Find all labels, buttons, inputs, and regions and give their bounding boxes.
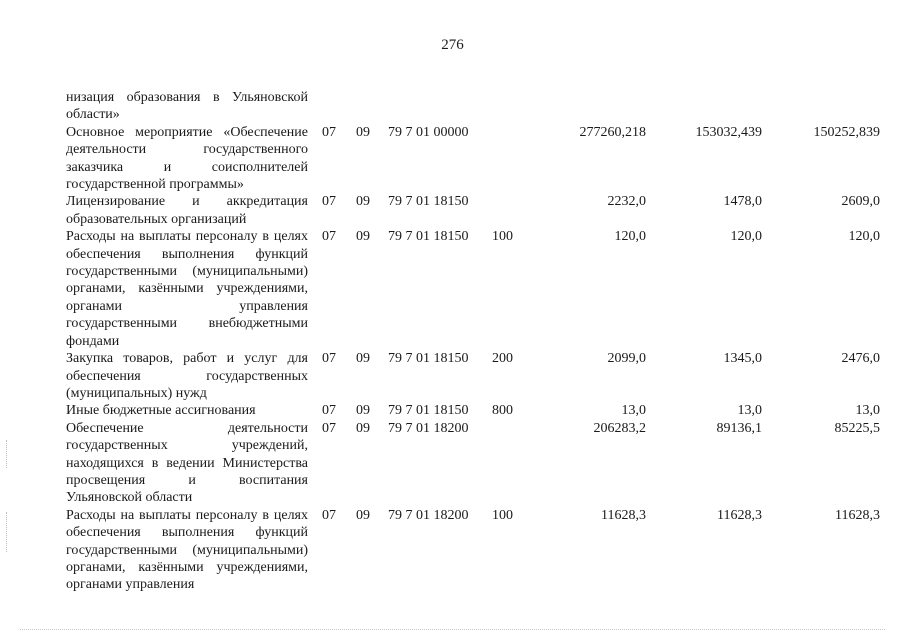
row-value-1: 11628,3 [601, 507, 646, 523]
table-row [66, 193, 880, 228]
row-section: 07 [322, 194, 336, 210]
row-value-1: 120,0 [614, 229, 646, 245]
row-value-2: 13,0 [737, 403, 762, 419]
row-article: 79 7 01 18200 [388, 507, 469, 523]
row-article: 79 7 01 18150 [388, 351, 469, 367]
row-value-3: 2609,0 [841, 194, 880, 210]
row-expense-type [492, 89, 532, 124]
row-article: 79 7 01 00000 [388, 124, 469, 140]
scan-margin-mark [6, 512, 8, 552]
row-subsection: 09 [356, 124, 370, 140]
row-name: Закупка товаров, работ и услуг для обеспечения государственных (муниципальных) нужд [66, 351, 308, 401]
table-row [66, 402, 880, 419]
row-value-1: 277260,218 [579, 124, 646, 140]
row-section: 07 [322, 507, 336, 523]
row-expense-type: 100 [492, 229, 513, 245]
row-value-1 [532, 89, 650, 124]
row-value-2: 120,0 [730, 229, 762, 245]
row-subsection: 09 [356, 351, 370, 367]
row-value-1: 2232,0 [607, 194, 646, 210]
row-article: 79 7 01 18150 [388, 403, 469, 419]
row-name: Лицензирование и аккредитация образовательных организаций [66, 194, 308, 227]
row-value-2: 89136,1 [716, 420, 762, 436]
row-value-2: 153032,439 [695, 124, 762, 140]
row-value-1: 13,0 [621, 403, 646, 419]
row-subsection: 09 [356, 507, 370, 523]
row-value-3 [768, 89, 880, 124]
row-section [308, 89, 356, 124]
row-article [388, 89, 492, 124]
row-value-3: 120,0 [848, 229, 880, 245]
row-name: Иные бюджетные ассигнования [66, 403, 256, 419]
row-value-3: 85225,5 [834, 420, 880, 436]
table-row [66, 420, 880, 507]
table-row [66, 350, 880, 402]
row-section: 07 [322, 351, 336, 367]
row-expense-type: 200 [492, 351, 513, 367]
table-row [66, 124, 880, 194]
row-expense-type: 800 [492, 403, 513, 419]
row-subsection: 09 [356, 403, 370, 419]
row-value-2: 1345,0 [723, 351, 762, 367]
row-expense-type [492, 420, 532, 507]
row-name: Основное мероприятие «Обеспечение деятельности государственного заказчика и соисполнителей государственной программы» [66, 124, 308, 193]
row-subsection: 09 [356, 420, 370, 436]
table-row [66, 89, 880, 124]
row-value-2: 1478,0 [723, 194, 762, 210]
row-section: 07 [322, 403, 336, 419]
row-name: Обеспечение деятельности государственных учреждений, находящихся в ведении Министерства просвещения и воспитания Ульяновской области [66, 420, 308, 506]
row-subsection: 09 [356, 194, 370, 210]
scan-margin-mark [6, 440, 8, 468]
row-value-3: 150252,839 [813, 124, 880, 140]
row-section: 07 [322, 124, 336, 140]
page-number: 276 [441, 37, 464, 53]
row-expense-type: 100 [492, 507, 513, 523]
table-row [66, 228, 880, 350]
table-row [66, 507, 880, 594]
row-value-2: 11628,3 [717, 507, 762, 523]
row-expense-type [492, 124, 532, 194]
row-name: Расходы на выплаты персоналу в целях обеспечения выполнения функций государственными (муниципальными) органами, казёнными учреждениями, органами управления [66, 507, 308, 593]
row-value-1: 2099,0 [607, 351, 646, 367]
row-subsection: 09 [356, 229, 370, 245]
row-value-3: 11628,3 [835, 507, 880, 523]
row-section: 07 [322, 229, 336, 245]
row-article: 79 7 01 18150 [388, 194, 469, 210]
scan-edge-noise [20, 629, 885, 632]
row-value-3: 13,0 [855, 403, 880, 419]
row-article: 79 7 01 18150 [388, 229, 469, 245]
row-expense-type [492, 193, 532, 228]
row-subsection [356, 89, 388, 124]
row-section: 07 [322, 420, 336, 436]
row-value-2 [650, 89, 768, 124]
row-article: 79 7 01 18200 [388, 420, 469, 436]
row-name: низация образования в Ульяновской области» [66, 90, 308, 123]
row-name: Расходы на выплаты персоналу в целях обеспечения выполнения функций государственными (муниципальными) органами, казёнными учреждениями, органами управления государственными внебюджетными фондами [66, 229, 308, 349]
row-value-1: 206283,2 [593, 420, 646, 436]
row-value-3: 2476,0 [841, 351, 880, 367]
budget-table [66, 89, 880, 594]
